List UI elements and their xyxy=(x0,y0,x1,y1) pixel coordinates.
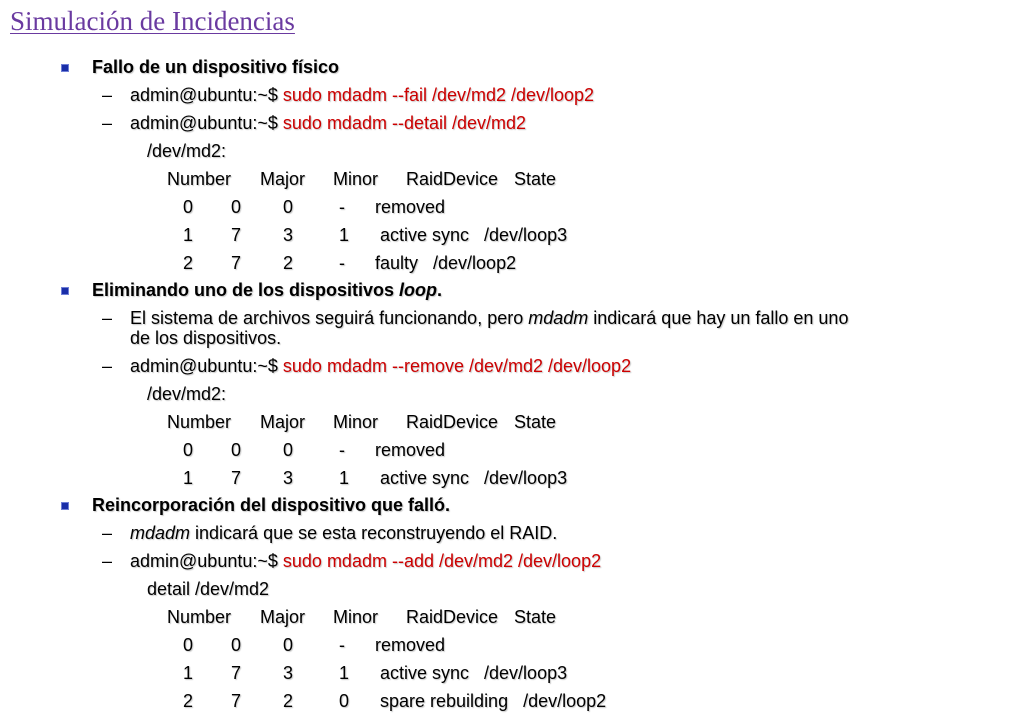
heading-emphasis: loop xyxy=(399,280,438,300)
shell-prompt: admin@ubuntu:~$ xyxy=(130,356,278,376)
paragraph-text: indicará que se esta reconstruyendo el RAID. xyxy=(190,523,558,543)
table-cell: 1 xyxy=(339,663,350,683)
table-cell: 2 xyxy=(183,253,194,273)
paragraph-line: de los dispositivos. xyxy=(130,328,282,348)
paragraph-emphasis: mdadm xyxy=(130,523,191,543)
table-cell: - xyxy=(339,635,345,655)
table-cell: spare rebuilding /dev/loop2 xyxy=(380,691,607,711)
bullet-square-icon xyxy=(61,287,69,295)
bullet-square-icon xyxy=(61,64,69,72)
heading-text: . xyxy=(437,280,443,300)
table-cell: 3 xyxy=(283,225,294,245)
device-label: /dev/md2: xyxy=(147,384,227,404)
table-cell: 0 xyxy=(231,440,242,460)
table-cell: faulty /dev/loop2 xyxy=(375,253,517,273)
shell-command: sudo mdadm --add /dev/md2 /dev/loop2 xyxy=(282,551,602,571)
table-header: Major xyxy=(260,169,306,189)
table-cell: - xyxy=(339,253,345,273)
table-cell: - xyxy=(339,440,345,460)
table-header: Number xyxy=(167,169,232,189)
dash-icon: – xyxy=(102,85,113,105)
shell-command: sudo mdadm --remove /dev/md2 /dev/loop2 xyxy=(282,356,632,376)
table-header: State xyxy=(514,412,557,432)
table-cell: active sync /dev/loop3 xyxy=(380,225,568,245)
paragraph-emphasis: mdadm xyxy=(528,308,589,328)
slide-title: Simulación de Incidencias xyxy=(10,6,295,36)
paragraph-text: indicará que hay un fallo en uno xyxy=(588,308,849,328)
table-cell: 0 xyxy=(231,197,242,217)
table-header: RaidDevice xyxy=(406,607,499,627)
table-header: State xyxy=(514,169,557,189)
table-cell: 2 xyxy=(183,691,194,711)
heading-text: Eliminando uno de los dispositivos xyxy=(92,280,400,300)
device-label: /dev/md2: xyxy=(147,141,227,161)
table-cell: 7 xyxy=(231,663,242,683)
table-cell: 1 xyxy=(183,225,194,245)
table-cell: removed xyxy=(375,635,446,655)
table-cell: 0 xyxy=(283,440,294,460)
table-cell: 7 xyxy=(231,468,242,488)
table-header: RaidDevice xyxy=(406,169,499,189)
table-header: Number xyxy=(167,607,232,627)
table-cell: 1 xyxy=(339,468,350,488)
command-line xyxy=(130,84,594,106)
table-cell: 2 xyxy=(283,253,294,273)
table-cell: 1 xyxy=(183,468,194,488)
shell-prompt: admin@ubuntu:~$ xyxy=(130,113,278,133)
paragraph-line xyxy=(130,522,557,544)
table-cell: 7 xyxy=(231,691,242,711)
table-header: Number xyxy=(167,412,232,432)
dash-icon: – xyxy=(102,551,113,571)
table-cell: removed xyxy=(375,440,446,460)
table-cell: 0 xyxy=(283,197,294,217)
shell-prompt: admin@ubuntu:~$ xyxy=(130,551,278,571)
table-cell: 3 xyxy=(283,663,294,683)
table-cell: 1 xyxy=(339,225,350,245)
table-cell: 7 xyxy=(231,225,242,245)
table-cell: 0 xyxy=(231,635,242,655)
dash-icon: – xyxy=(102,308,113,328)
section-heading: Reincorporación del dispositivo que falló. xyxy=(92,495,451,515)
table-cell: - xyxy=(339,197,345,217)
table-header: RaidDevice xyxy=(406,412,499,432)
table-cell: active sync /dev/loop3 xyxy=(380,663,568,683)
device-label: detail /dev/md2 xyxy=(147,579,270,599)
table-header: Major xyxy=(260,607,306,627)
command-line xyxy=(130,355,631,377)
table-cell: 0 xyxy=(183,440,194,460)
table-cell: 0 xyxy=(283,635,294,655)
table-cell: 0 xyxy=(339,691,350,711)
table-header: Minor xyxy=(333,412,379,432)
table-header: Minor xyxy=(333,607,379,627)
table-cell: 1 xyxy=(183,663,194,683)
table-cell: 2 xyxy=(283,691,294,711)
table-header: Minor xyxy=(333,169,379,189)
table-cell: 3 xyxy=(283,468,294,488)
dash-icon: – xyxy=(102,523,113,543)
section-heading: Fallo de un dispositivo físico xyxy=(92,57,340,77)
section-heading xyxy=(92,279,442,301)
table-cell: 0 xyxy=(183,197,194,217)
dash-icon: – xyxy=(102,113,113,133)
table-cell: active sync /dev/loop3 xyxy=(380,468,568,488)
paragraph-line xyxy=(130,307,848,329)
table-header: State xyxy=(514,607,557,627)
dash-icon: – xyxy=(102,356,113,376)
table-cell: removed xyxy=(375,197,446,217)
command-line xyxy=(130,550,601,572)
command-line xyxy=(130,112,526,134)
table-header: Major xyxy=(260,412,306,432)
shell-command: sudo mdadm --detail /dev/md2 xyxy=(282,113,527,133)
shell-command: sudo mdadm --fail /dev/md2 /dev/loop2 xyxy=(282,85,595,105)
shell-prompt: admin@ubuntu:~$ xyxy=(130,85,278,105)
table-cell: 7 xyxy=(231,253,242,273)
bullet-square-icon xyxy=(61,502,69,510)
paragraph-text: El sistema de archivos seguirá funcionando, pero xyxy=(130,308,529,328)
table-cell: 0 xyxy=(183,635,194,655)
